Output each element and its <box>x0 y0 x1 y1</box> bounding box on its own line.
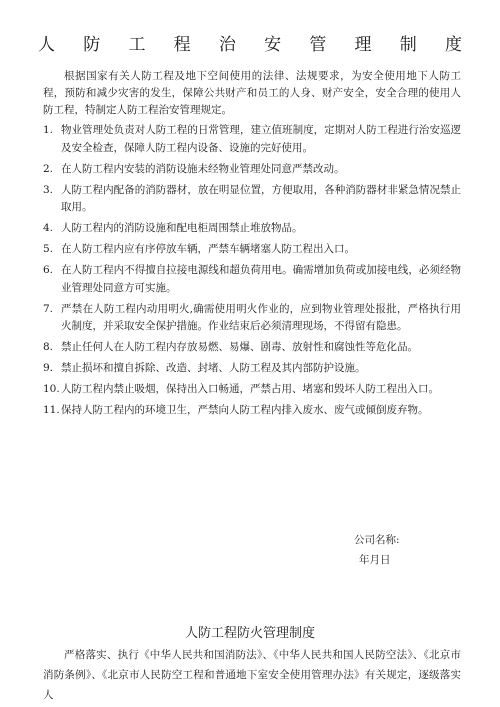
item-text: 人防工程内的消防设施和配电柜周围禁止堆放物品。 <box>61 222 303 234</box>
company-name-label: 公司名称: <box>354 534 400 546</box>
item-text: 在人防工程内安装的消防设施未经物业管理处同意严禁改动。 <box>61 162 345 175</box>
item-text: 物业管理处负责对人防工程的日常管理，建立值班制度，定期对人防工程进行治安巡逻及安全检查，保障人防工程内设备、设施的完好使用。 <box>61 124 461 154</box>
item-text: 严禁在人防工程内动用明火,确需使用明火作业的，应到物业管理处报批，严格执行用火制度，并采取安全保护措施。作业结束后必须清理现场，不得留有隐患。 <box>61 302 461 332</box>
item-text: 人防工程内配备的消防器材，放在明显位置，方便取用，各种消防器材非紧急情况禁止取用。 <box>61 183 461 213</box>
title-char: 管 <box>309 35 327 55</box>
item-number: 7. <box>43 302 54 315</box>
item-text: 在人防工程内不得擅自拉接电源线和超负荷用电。确需增加负荷或加接电线，必须经物业管理处同意方可实施。 <box>61 264 461 294</box>
list-item <box>43 402 461 420</box>
list-item <box>43 301 461 336</box>
item-text: 人防工程内禁止吸烟，保持出入口畅通，严禁占用、堵塞和毁坏人防工程出入口。 <box>61 383 439 395</box>
date-label: 年月日 <box>359 554 391 566</box>
list-item <box>43 262 461 297</box>
title-char: 度 <box>444 35 462 55</box>
list-item <box>43 182 461 217</box>
list-item <box>43 122 461 157</box>
item-number: 1. <box>43 124 54 136</box>
title-char: 理 <box>354 35 372 55</box>
title-char: 人 <box>38 35 55 55</box>
item-number: 5. <box>43 243 54 255</box>
rules-list <box>43 122 461 423</box>
item-number: 9. <box>43 362 54 374</box>
item-number: 10. <box>43 383 60 395</box>
item-number: 8. <box>43 341 54 353</box>
item-number: 11. <box>43 404 60 416</box>
title-char: 安 <box>264 35 282 55</box>
item-text: 禁止损坏和擅自拆除、改造、封堵、人防工程及其内部防护设施。 <box>61 362 366 374</box>
fire-rules-title: 人防工程防火管理制度 <box>184 626 315 641</box>
fire-rules-paragraph: 严格落实、执行《中华人民共和国消防法》、《中华人民共和国人民防空法》、《北京市消防条例》、《北京市人民防空工程和普通地下室安全使用管理办法》有关规定，逐级落实人 <box>43 649 461 701</box>
item-text: 禁止任何人在人防工程内存放易燃、易爆、剧毒、放射性和腐蚀性等危化品。 <box>61 341 418 353</box>
list-item <box>43 161 461 179</box>
item-number: 4. <box>43 222 54 234</box>
item-number: 3. <box>43 183 54 196</box>
list-item <box>43 220 461 238</box>
title-char: 程 <box>173 35 191 55</box>
list-item <box>43 360 461 378</box>
item-number: 2. <box>43 162 54 175</box>
item-number: 6. <box>43 264 54 276</box>
list-item <box>43 241 461 259</box>
intro-paragraph: 根据国家有关人防工程及地下空间使用的法律、法规要求，为安全使用地下人防工程，预防和减少灾害的发生，保障公共财产和员工的人身、财产安全，安全合理的使用人防工程，特制定人防工程治安管理规定。 <box>43 70 461 116</box>
rules-title <box>38 34 462 56</box>
title-char: 治 <box>218 35 236 55</box>
item-text: 保持人防工程内的环境卫生，严禁向人防工程内排入废水、废气或倾倒废弃物。 <box>61 404 429 416</box>
item-text: 在人防工程内应有序停放车辆，严禁车辆堵塞人防工程出入口。 <box>61 243 355 255</box>
title-char: 工 <box>128 35 146 55</box>
title-char: 制 <box>399 35 417 55</box>
title-char: 防 <box>83 35 101 55</box>
list-item <box>43 381 461 399</box>
list-item <box>43 339 461 357</box>
